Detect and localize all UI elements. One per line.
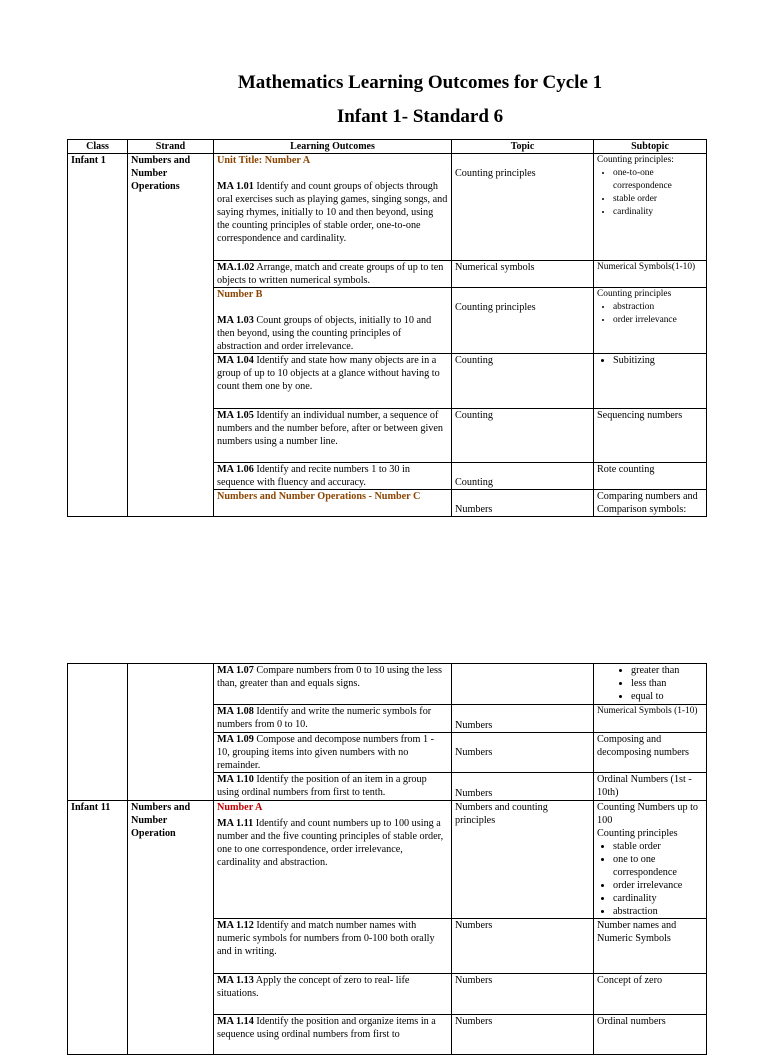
outcome-cell bbox=[214, 409, 452, 463]
outcome-code: MA 1.03 bbox=[217, 315, 254, 326]
outcome-text: Identify and state how many objects are in a group of up to 10 objects at a glance without having to count them one by one. bbox=[217, 355, 440, 392]
outcome-cell bbox=[214, 288, 452, 354]
outcome-cell bbox=[214, 463, 452, 490]
outcome-code: MA 1.09 bbox=[217, 734, 254, 745]
subtopic-text: Concept of zero bbox=[594, 974, 707, 1015]
outcome-cell bbox=[214, 705, 452, 733]
strand-cell: Numbers and Number Operation bbox=[128, 801, 214, 1055]
subtopic-text: Ordinal numbers bbox=[594, 1015, 707, 1055]
class-cell: Infant 11 bbox=[68, 801, 128, 1055]
header-topic: Topic bbox=[452, 140, 594, 154]
list-item: • abstraction bbox=[613, 301, 703, 314]
subtopic-text: Numerical Symbols (1-10) bbox=[594, 705, 707, 733]
unit-title: Numbers and Number Operations - Number C bbox=[214, 490, 452, 517]
unit-title: Number A bbox=[217, 802, 263, 813]
outcome-cell bbox=[214, 261, 452, 288]
subtopic-cell bbox=[594, 801, 707, 919]
outcome-text: Apply the concept of zero to real- life situations. bbox=[217, 975, 410, 999]
list-item: • order irrelevance bbox=[613, 314, 703, 327]
topic-text: Numbers and counting principles bbox=[452, 801, 594, 919]
strand-cell bbox=[128, 664, 214, 801]
outcome-code: MA 1.01 bbox=[217, 181, 254, 192]
subtopic-heading: Counting principles: bbox=[597, 155, 674, 165]
table-row bbox=[68, 801, 707, 919]
table-header-row bbox=[68, 140, 707, 154]
header-subtopic: Subtopic bbox=[594, 140, 707, 154]
topic-cell bbox=[452, 288, 594, 354]
outcome-text: Identify the position and organize items in a sequence using ordinal numbers from first to bbox=[217, 1016, 436, 1040]
outcome-text: Identify the position of an item in a group using ordinal numbers from first to tenth. bbox=[217, 774, 427, 798]
list-item: • cardinality bbox=[613, 206, 703, 219]
strand-cell: Numbers and Number Operations bbox=[128, 154, 214, 517]
outcome-text: Identify and write the numeric symbols for numbers from 0 to 10. bbox=[217, 706, 432, 730]
subtopic-text: Sequencing numbers bbox=[594, 409, 707, 463]
outcome-cell bbox=[214, 801, 452, 919]
outcome-text: Arrange, match and create groups of up to ten objects to written numerical symbols. bbox=[217, 262, 444, 286]
outcome-cell bbox=[214, 974, 452, 1015]
outcome-text: Identify and recite numbers 1 to 30 in sequence with fluency and accuracy. bbox=[217, 464, 410, 488]
list-item: • Subitizing bbox=[613, 354, 703, 367]
outcome-text: Identify and count numbers up to 100 using a number and the five counting principles of stable order, one to one correspondence, order irrelevance, cardinality and abstraction. bbox=[217, 818, 444, 868]
subtopic-cell bbox=[594, 154, 707, 261]
unit-title: Number B bbox=[217, 289, 263, 300]
list-item: • less than bbox=[631, 677, 703, 690]
unit-title: Unit Title: Number A bbox=[217, 155, 311, 166]
outcome-cell bbox=[214, 154, 452, 261]
topic-cell bbox=[452, 664, 594, 705]
topic-text: Counting principles bbox=[455, 302, 536, 313]
outcome-code: MA 1.10 bbox=[217, 774, 254, 785]
outcome-text: Count groups of objects, initially to 10 and then beyond, using the counting principles of abstraction and order irrelevance. bbox=[217, 315, 432, 352]
topic-text: Numbers bbox=[452, 490, 594, 517]
topic-text: Counting bbox=[452, 463, 594, 490]
subtopic-text: Number names and Numeric Symbols bbox=[594, 919, 707, 974]
header-strand: Strand bbox=[128, 140, 214, 154]
outcome-code: MA 1.04 bbox=[217, 355, 254, 366]
topic-text: Numerical symbols bbox=[452, 261, 594, 288]
list-item: • one to one correspondence bbox=[613, 853, 703, 879]
subtopic-text: Comparing numbers and Comparison symbols: bbox=[594, 490, 707, 517]
topic-text: Numbers bbox=[452, 733, 594, 773]
outcome-cell bbox=[214, 1015, 452, 1055]
table-row bbox=[68, 664, 707, 705]
outcome-text: Identify an individual number, a sequence of numbers and the number before, after or between given numbers using a number line. bbox=[217, 410, 444, 447]
outcome-cell bbox=[214, 354, 452, 409]
subtopic-heading: Counting Numbers up to 100 bbox=[597, 802, 699, 826]
subtopic-cell bbox=[594, 664, 707, 705]
list-item: • order irrelevance bbox=[613, 879, 703, 892]
header-learning-outcomes: Learning Outcomes bbox=[214, 140, 452, 154]
document-title: Mathematics Learning Outcomes for Cycle 1 bbox=[237, 72, 603, 93]
outcome-code: MA 1.08 bbox=[217, 706, 254, 717]
subtopic-heading: Counting principles bbox=[597, 828, 678, 839]
subtopic-text: Composing and decomposing numbers bbox=[594, 733, 707, 773]
outcome-code: MA 1.14 bbox=[217, 1016, 254, 1027]
outcome-code: MA 1.11 bbox=[217, 818, 254, 829]
topic-text: Numbers bbox=[452, 773, 594, 801]
topic-text: Numbers bbox=[452, 919, 594, 974]
list-item: • stable order bbox=[613, 193, 703, 206]
outcome-cell bbox=[214, 733, 452, 773]
document-subtitle: Infant 1- Standard 6 bbox=[336, 106, 504, 127]
topic-cell bbox=[452, 154, 594, 261]
subtopic-text: Ordinal Numbers (1st - 10th) bbox=[594, 773, 707, 801]
topic-text: Numbers bbox=[452, 705, 594, 733]
list-item: • one-to-one correspondence bbox=[613, 167, 703, 193]
table-row bbox=[68, 154, 707, 261]
outcome-code: MA 1.13 bbox=[217, 975, 254, 986]
list-item: • abstraction bbox=[613, 905, 703, 918]
topic-text: Counting bbox=[452, 409, 594, 463]
subtopic-heading: Counting principles bbox=[597, 289, 672, 299]
subtopic-text: Numerical Symbols(1-10) bbox=[594, 261, 707, 288]
subtopic-cell bbox=[594, 288, 707, 354]
topic-text: Counting bbox=[452, 354, 594, 409]
topic-text: Numbers bbox=[452, 1015, 594, 1055]
list-item: • greater than bbox=[631, 664, 703, 677]
list-item: • equal to bbox=[631, 690, 703, 703]
outcome-cell bbox=[214, 773, 452, 801]
outcome-cell bbox=[214, 664, 452, 705]
outcome-code: MA 1.05 bbox=[217, 410, 254, 421]
outcomes-table-page-1 bbox=[67, 139, 707, 517]
outcome-code: MA.1.02 bbox=[217, 262, 255, 273]
outcome-text: Compose and decompose numbers from 1 - 10, grouping items into given numbers with no remainder. bbox=[217, 734, 435, 771]
class-cell bbox=[68, 664, 128, 801]
outcome-text: Compare numbers from 0 to 10 using the less than, greater than and equals signs. bbox=[217, 665, 442, 689]
outcome-text: Identify and match number names with numeric symbols for numbers from 0-100 both orally and in writing. bbox=[217, 920, 435, 957]
subtopic-cell bbox=[594, 354, 707, 409]
class-cell: Infant 1 bbox=[68, 154, 128, 517]
outcome-code: MA 1.06 bbox=[217, 464, 254, 475]
outcome-text: Identify and count groups of objects through oral exercises such as playing games, singing songs, and saying rhymes, initially to 10 and then beyond, using the counting principles of stable order, one-to-one correspondence and cardinality. bbox=[217, 181, 448, 244]
list-item: • stable order bbox=[613, 840, 703, 853]
header-class: Class bbox=[68, 140, 128, 154]
topic-text: Counting principles bbox=[455, 168, 536, 179]
outcome-code: MA 1.07 bbox=[217, 665, 254, 676]
outcomes-table-page-2 bbox=[67, 663, 707, 1055]
list-item: • cardinality bbox=[613, 892, 703, 905]
subtopic-text: Rote counting bbox=[594, 463, 707, 490]
outcome-code: MA 1.12 bbox=[217, 920, 254, 931]
outcome-cell bbox=[214, 919, 452, 974]
topic-text: Numbers bbox=[452, 974, 594, 1015]
